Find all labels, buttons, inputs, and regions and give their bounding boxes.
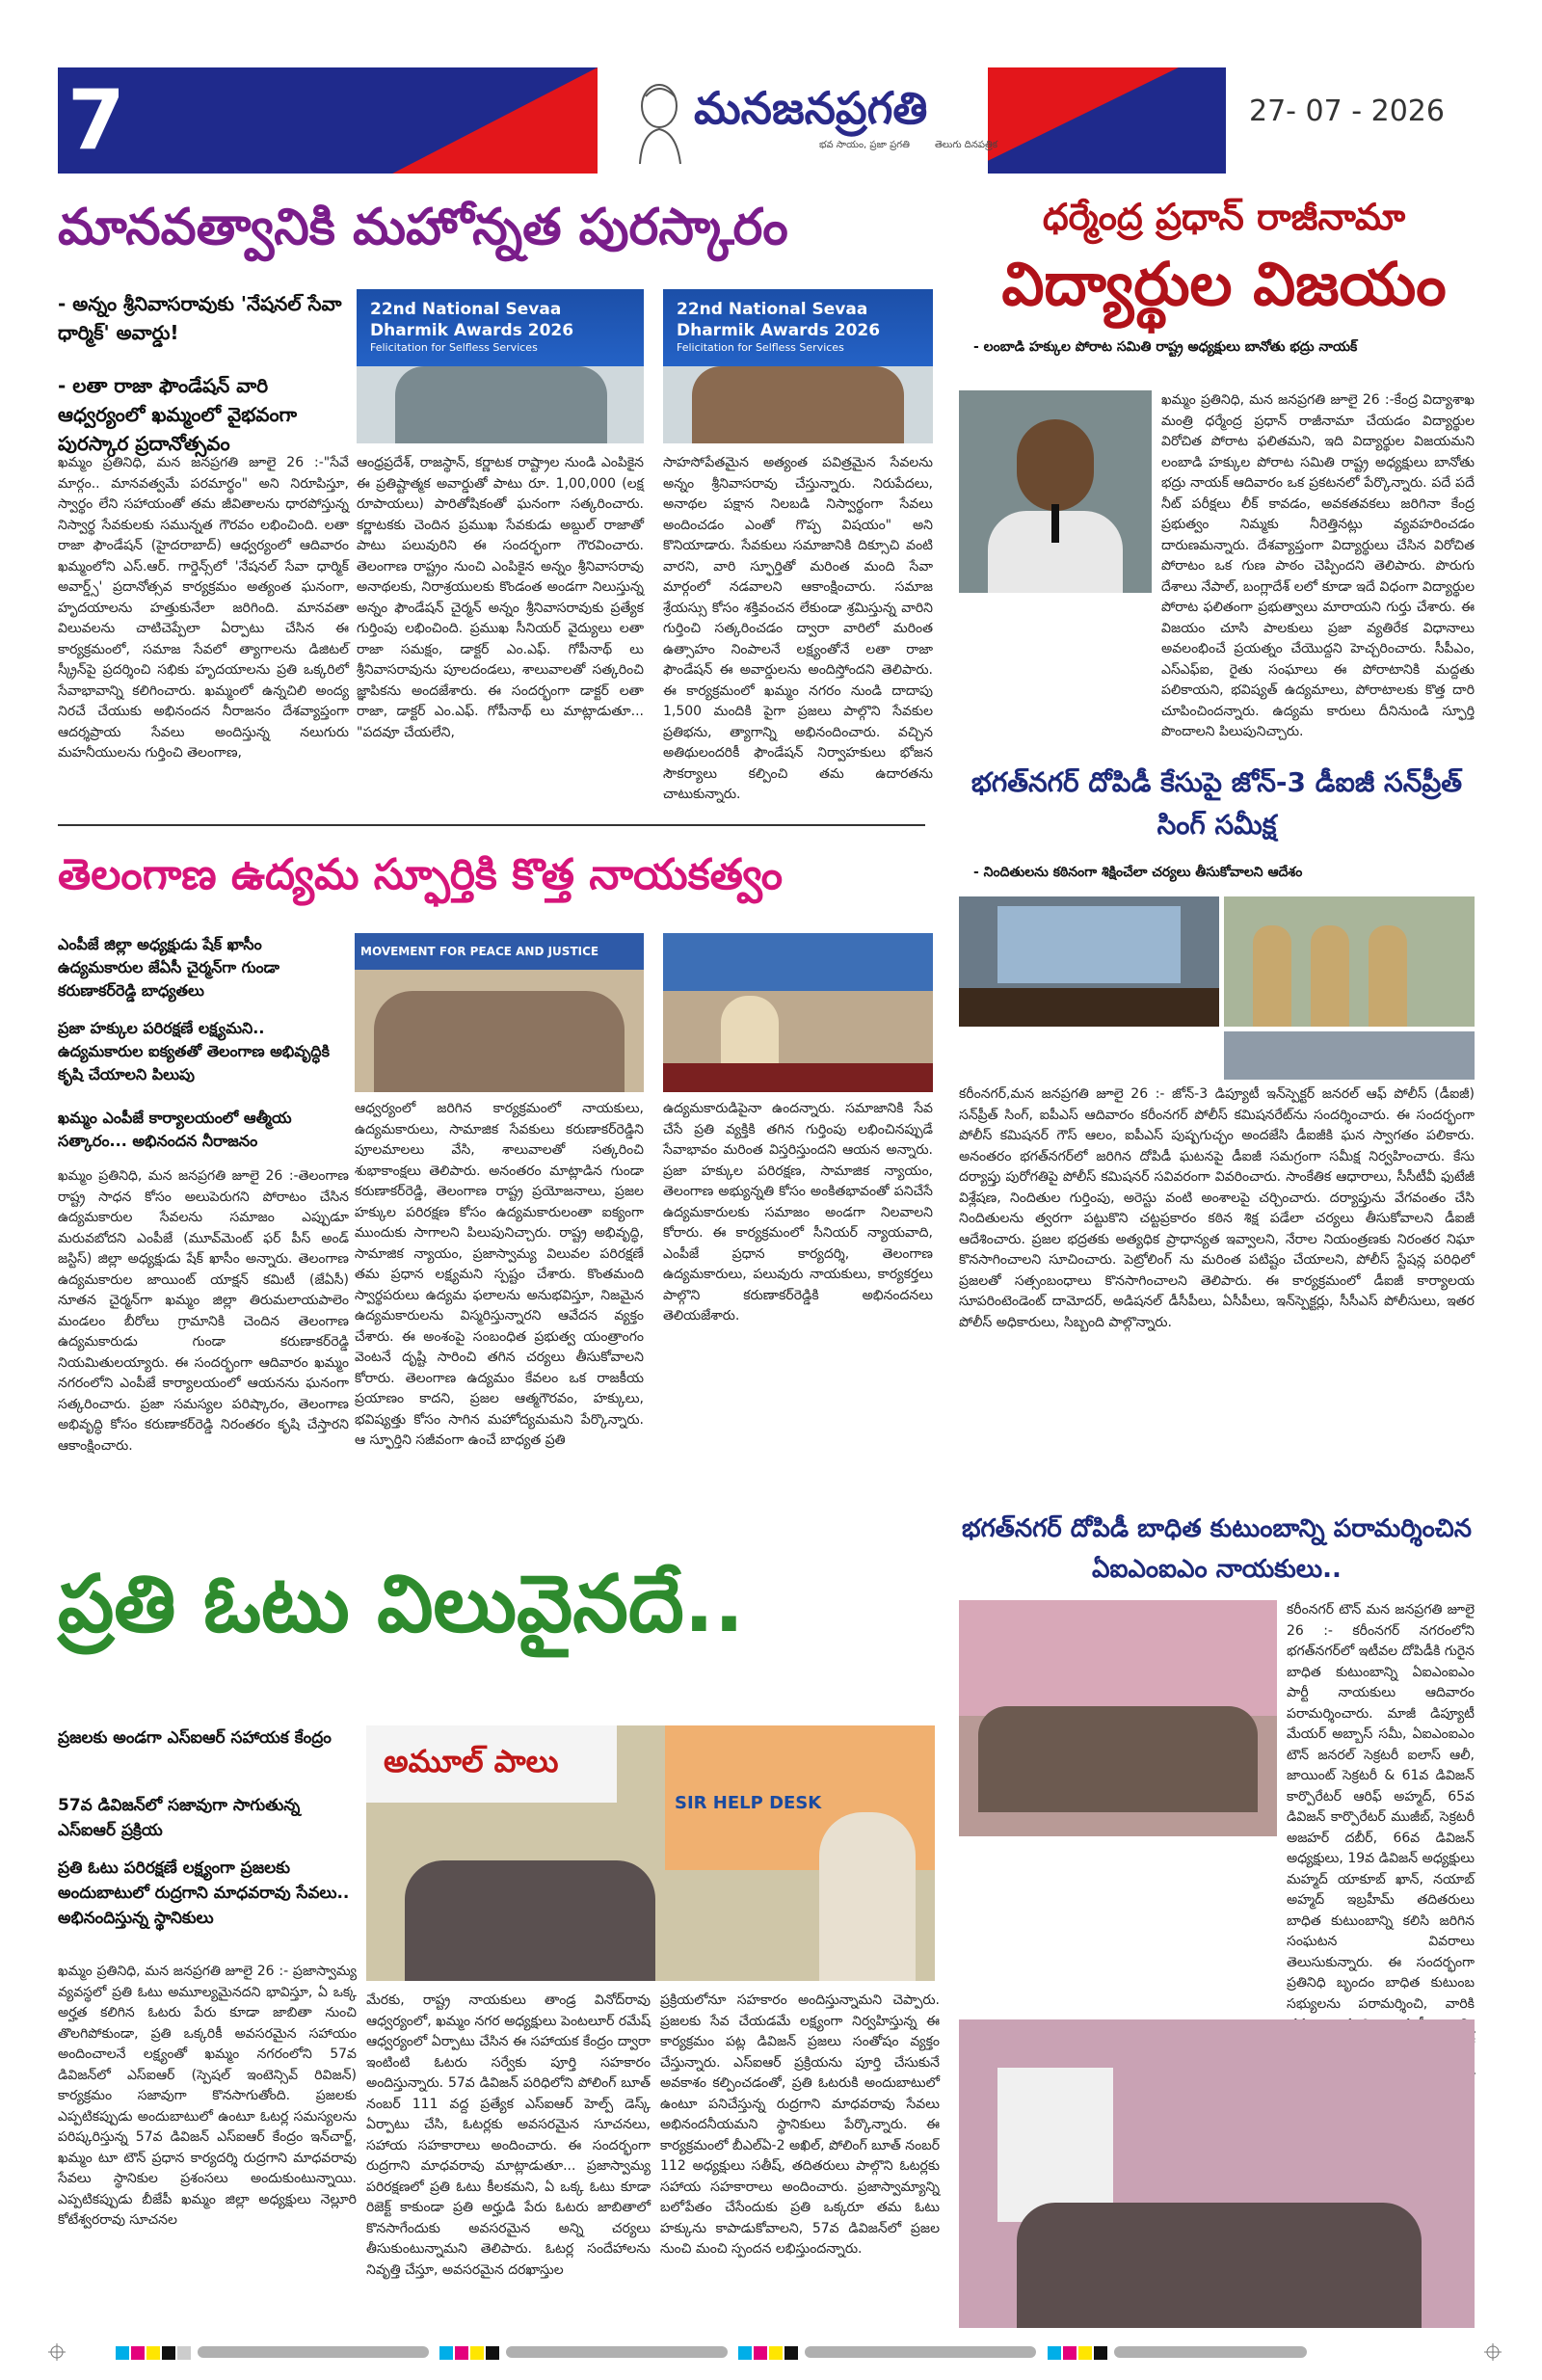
officer-figure-3 [1369,925,1407,1027]
seated-group [978,1706,1258,1812]
pink-wall [959,1600,1277,1716]
story5-photo-room [959,2019,1475,2328]
story2-body-right: ఖమ్మం ప్రతినిధి, మన జనప్రగతి జూలై 26 :-కేంద్ర విద్యాశాఖ మంత్రి ధర్మేంద్ర ప్రధాన్ రాజీనామా చేయడం విద్యార్థుల విరోచిత పోరాట ఫలితమని, ఇది విద్యార్థుల విజయమని లంబాడి హక్కుల పోరాట సమితి రాష్ట్ర అధ్యక్షులు బానోతు భద్రు నాయక్ ఆదివారం ఒక ప్రకటనలో పేర్కొన్నారు. పదే పదే నీట్ పరీక్షలు లీక్ కావడం, అవకతవకలు జరిగినా కేంద్ర ప్రభుత్వం నిమ్మకు నీరెత్తినట్లు వ్యవహరించడం దారుణమన్నారు. దేశవ్యాప్తంగా విద్యార్థులు చేసిన విరోచిత పోరాటం ఒక గుణ పాఠం చెప్పిందని తెలిపారు. పొరుగు దేశాలు నేపాల్, బంగ్లాదేశ్ లలో కూడా ఇదే విధంగా విద్యార్థుల పోరాట ఫలితంగా ప్రభుత్వాలు మారాయని గుర్తు చేశారు. ఈ విజయం చూసి పాలకులు ప్రజా వ్యతిరేక విధానాలు అవలంభించే ప్రయత్నం చేయొద్దని హెచ్చరించారు. సీపీఎం, ఎస్ఎఫ్ఐ, రైతు సంఘాలు ఈ పోరాటానికి మద్దతు పలికాయని, భవిష్యత్ ఉద్యమాలు, పోరాటాలకు కొత్త దారి చూపించిందన్నారు. ఉద్యమ కారులు దీనినుండి స్ఫూర్తి పొందాలని పిలుపునిచ్చారు. [1161,392,1475,739]
story3-subhead-2: ప్రజా హక్కుల పరిరక్షణే లక్ష్యమని.. ఉద్యమకారుల ఐక్యతతో తెలంగాణ అభివృద్ధికి కృషి చేయాలని పిలుపు [58,1019,330,1083]
story4-photo-meeting [959,896,1219,1027]
story1-photo-left [357,289,644,443]
story2-body-wide [959,598,1475,752]
section-divider [58,824,925,826]
story1-subhead-1: - అన్నం శ్రీనివాసరావుకు 'నేషనల్ సేవా ధార్మిక్' అవార్డు! [58,292,342,344]
story6-subhead-3: ప్రతి ఓటు పరిరక్షణే లక్ష్యంగా ప్రజలకు అందుబాటులో రుద్రగాని మాధవరావు సేవలు.. అభినందిస్తున్న స్థానికులు [58,1859,350,1928]
group-figures [374,991,625,1092]
room-group [1017,2203,1422,2328]
story4-photo-officers [1224,896,1475,1027]
print-color-bar [116,2345,1465,2359]
story1-column-2: ఆంధ్రప్రదేశ్, రాజస్థాన్, కర్ణాటక రాష్ట్రాల నుండి ఎంపికైన ఈ ప్రతిష్టాత్మక అవార్డుతో పాటు రూ. 1,00,000 (లక్ష రూపాయలు) పారితోషికంతో ఘనంగా సత్కరించారు. కర్ణాటకకు చెందిన ప్రముఖ సేవకుడు అబ్దుల్ రాజాతో పాటు పలువురిని ఈ సందర్భంగా గౌరవించారు. తెలంగాణ రాష్ట్రం నుంచి ఎంపికైన అన్నం శ్రీనివాసరావు అనాథలకు, నిరాశ్రయులకు కొండంత అండగా నిలుస్తున్న అన్నం ఫౌండేషన్ చైర్మన్ అన్నం శ్రీనివాసరావుకు ప్రత్యేక గుర్తింపు లభించింది. ప్రముఖ సీనియర్ వైద్యులు లతా రాజా సమక్షం, డాక్టర్ ఎం.ఎఫ్. గోపీనాథ్ లు శ్రీనివాసరావును పూలదండలు, శాలువాలతో సత్కరించి జ్ఞాపికను అందజేశారు. ఈ సందర్భంగా డాక్టర్ లతా రాజా, డాక్టర్ ఎం.ఎఫ్. గోపీనాథ్ లు మాట్లాడుతూ... "పదవూ చేయలేని, [357,455,644,740]
story1-column-1: ఖమ్మం ప్రతినిధి, మన జనప్రగతి జూలై 26 :-"సేవే మార్గం.. మానవత్వమే పరమార్థం" అని నిరూపిస్తూ, స్వార్థం లేని సహాయంతో తమ జీవితాలను ధారపోస్తున్న నిస్వార్థ సేవకులకు సమున్నత గౌరవం లభించింది. లతా రాజా ఫౌండేషన్ (హైదరాబాద్) ఆధ్వర్యంలో ఆదివారం ఖమ్మంలోని ఎస్.ఆర్. గార్డెన్స్‌లో 'నేషనల్ సేవా ధార్మిక్ అవార్డ్స్' ప్రదానోత్సవ కార్యక్రమం అత్యంత ఘనంగా, హృదయాలను హత్తుకునేలా జరిగింది. మానవతా విలువలను చాటిచెప్పేలా ఏర్పాటు చేసిన ఈ కార్యక్రమంలో, సమాజ సేవలో త్యాగాలను డిజిటల్ స్క్రీన్‌పై ప్రదర్శించి సభికు హృదయాలను ప్రతి ఒక్కరిలో సేవాభావాన్ని కలిగించారు. ఖమ్మంలో ఉన్నచిలి అంద్య నిరచే చేయుకు అభినందన నీరాజనం దేశవ్యాప్తంగా ఆదర్శప్రాయ సేవలు అందిస్తున్న నలుగురు మహనీయులను గుర్తించి తెలంగాణ, [58,455,349,761]
story3-photo-right [663,933,933,1092]
paper-tagline-right: తెలుగు దినపత్రిక [935,140,998,150]
elder-standing [819,1812,916,1981]
story5-body-right: కరీంనగర్ టౌన్ మన జనప్రగతి జూలై 26 :- కరీంనగర్ నగరంలోని భగత్‌నగర్‌లో ఇటీవల దోపిడీకి గురైన బాధిత కుటుంబాన్ని ఏఐఎంఐఎం పార్టీ నాయకులు ఆదివారం పరామర్శించారు. మాజీ డిప్యూటీ మేయర్ అబ్బాస్ సమీ, ఏఐఎంఐఎం టౌన్ జనరల్ సెక్రటరీ ఐలాస్ ఆలీ, జాయింట్ సెక్రటరీ & 61వ డివిజన్ కార్పొరేటర్ ఆరిఫ్ అహ్మద్, 65వ డివిజన్ కార్పొరేటర్ ముజీబ్, సెక్రటరీ అజహర్ దబీర్, 66వ డివిజన్ అధ్యక్షులు, 19వ డివిజన్ అధ్యక్షులు మహ్మద్ యాకూబ్ ఖాన్, నయాబ్ అహ్మద్ ఇబ్రహీమ్ తదితరులు బాధిత కుటుంబాన్ని కలిసి జరిగిన సంఘటన వివరాలు తెలుసుకున్నారు. ఈ సందర్భంగా ప్రతినిధి బృందం బాధిత కుటుంబ సభ్యులను పరామర్శించి, వారికి [1287,1602,1475,2012]
story6-subhead-2: 57వ డివిజన్‌లో సజావుగా సాగుతున్న ఎస్ఐఆర్ ప్రక్రియ [58,1796,301,1840]
story6-headline: ప్రతి ఓటు విలువైనదే.. [58,1559,745,1650]
story6-photo-helpdesk [366,1725,935,1981]
issue-date: 27- 07 - 2026 [1249,94,1445,128]
story1-headline: మానవత్వానికి మహోన్నత పురస్కారం [58,199,788,256]
story3-subhead-3: ఖమ్మం ఎంపీజే కార్యాలయంలో ఆత్మీయ సత్కారం... అభినందన నీరాజనం [58,1109,292,1150]
volunteers-seated [405,1860,655,1981]
table-cloth [663,1063,933,1092]
officer-figure-2 [1311,925,1349,1027]
story4-headline: భగత్‌నగర్ దోపిడీ కేసుపై జోన్-3 డీఐజీ సన్‌ప్రీత్ సింగ్ సమీక్ష [970,766,1463,841]
story2-subhead: - లంబాడి హక్కుల పోరాట సమితి రాష్ట్ర అధ్యక్షులు బానోతు భద్రు నాయక్ [973,339,1358,355]
story1-photo-left-sub: Felicitation for Selfless Services [370,341,538,354]
paper-logo [626,75,998,167]
shop-sign: అమూల్ పాలు [366,1725,617,1803]
story2-headline: విద్యార్థుల విజయం [1001,249,1447,319]
paper-tagline: భవ సాయం, ప్రజా ప్రగతి [819,140,910,150]
registration-mark-left [48,2343,66,2361]
story3-banner: MOVEMENT FOR PEACE AND JUSTICE [355,933,644,970]
conference-table [959,988,1219,1027]
story5-headline: భగత్‌నగర్ దోపిడీ బాధిత కుటుంబాన్ని పరామర్శించిన ఏఐఎంఐఎం నాయకులు.. [962,1514,1472,1584]
story3-column-3: ఉద్యమకారుడిపైనా ఉందన్నారు. సమాజానికి సేవ చేసే ప్రతి వ్యక్తికి తగిన గుర్తింపు లభించినప్పుడే సేవాభావం మరింత విస్తరిస్తుందని ఆయన అన్నారు. ప్రజా హక్కుల పరిరక్షణ, సామాజిక న్యాయం, తెలంగాణ అభ్యున్నతి కోసం అంకితభావంతో పనిచేసే ఉద్యమకారులకు సమాజం అండగా నిలవాలని కోరారు. ఈ కార్యక్రమంలో సీనియర్ న్యాయవాది, ఎంపీజే ప్రధాన కార్యదర్శి, తెలంగాణ ఉద్యమకారులు, పలువురు నాయకులు, కార్యకర్తలు పాల్గొని కరుణాకర్‌రెడ్డికి అభినందనలు తెలియజేశారు. [663,1101,933,1324]
awardees-figures-2 [692,366,904,443]
story1-photo-right-sub: Felicitation for Selfless Services [677,341,844,354]
story3-headline: తెలంగాణ ఉద్యమ స్ఫూర్తికి కొత్త నాయకత్వం [58,850,784,899]
registration-mark-right [1484,2343,1502,2361]
story1-photo-left-banner: 22nd National Sevaa Dharmik Awards 2026 [370,300,574,340]
masthead [58,67,1476,174]
story2-photo-speaker [959,390,1152,593]
story3-photo-left [355,933,644,1092]
story4-body: కరీంనగర్,మన జనప్రగతి జూలై 26 :- జోన్-3 డిప్యూటీ ఇన్‌స్పెక్టర్ జనరల్ ఆఫ్ పోలీస్ (డీఐజీ) సన్‌ప్రీత్ సింగ్, ఐపీఎస్ ఆదివారం కరీంనగర్ పోలీస్ కమిషనరేట్‌ను సందర్శించారు. ఈ సందర్భంగా పోలీస్ కమిషనర్ గౌస్ ఆలం, ఐపీఎస్ పుష్పగుచ్ఛం అందజేసి డీఐజీకి ఘన స్వాగతం పలికారు. అనంతరం భగత్‌నగర్‌లో జరిగిన దోపిడీ ఘటనపై డీఐజీ సమగ్రంగా సమీక్ష నిర్వహించారు. కేసు దర్యాప్తు పురోగతిపై పోలీస్ కమిషనర్ సవివరంగా వివరించారు. సాంకేతిక ఆధారాలు, సీసీటీవీ ఫుటేజీ విశ్లేషణ, నిందితుల గుర్తింపు, అరెస్టు వంటి అంశాలపై చర్చించారు. దర్యాప్తును వేగవంతం చేసి నిందితులను త్వరగా పట్టుకొని చట్టప్రకారం కఠిన శిక్ష పడేలా చర్యలు తీసుకోవాలని డీఐజీ ఆదేశించారు. ప్రజల భద్రతకు అత్యధిక ప్రాధాన్యత ఇవ్వాలని, నేరాల నియంత్రణకు నిరంతర నిఘా కొనసాగించాలని సూచించారు. పెట్రోలింగ్ ను మరింత పటిష్టం చేయాలని, పోలీస్ స్టేషన్ల పరిధిలో ప్రజలతో సత్సంబంధాలు కొనసాగించాలని తెలిపారు. ఈ కార్యక్రమంలో డీఐజీ కార్యాలయ సూపరింటెండెంట్ దామోదర్, అడిషనల్ డీసీపీలు, ఏసీపీలు, ఇన్‌స్పెక్టర్లు, సీసీఎస్ పోలీసులు, ఇతర పోలీస్ అధికారులు, సిబ్బంది పాల్గొన్నారు. [959,1086,1475,1330]
speaker-head [1017,419,1094,511]
story4-photo-office [1224,1031,1475,1080]
story5-photo-visit [959,1600,1277,1836]
story3-photo-right-banner [663,933,933,991]
awardees-figures [395,366,607,443]
story5-body-wide [959,1841,1475,2005]
story6-subhead-1: ప్రజలకు అండగా ఎస్ఐఆర్ సహాయక కేంద్రం [58,1728,332,1748]
story1-subhead-2: - లతా రాజా ఫౌండేషన్ వారి ఆధ్వర్యంలో ఖమ్మంలో వైభవంగా పురస్కార ప్రదానోత్సవం [58,374,298,455]
story1-photo-right [663,289,933,443]
sir-helpdesk-banner: SIR HELP DESK [665,1725,935,1870]
story3-subhead-1: ఎంపీజే జిల్లా అధ్యక్షుడు షేక్ ఖాసీం ఉద్యమకారుల జేఏసీ చైర్మన్‌గా గుండా కరుణాకర్‌రెడ్డి బాధ్యతలు [58,935,279,1000]
story4-subhead: - నిందితులను కఠినంగా శిక్షించేలా చర్యలు తీసుకోవాలని ఆదేశం [973,865,1303,880]
story3-column-2: ఆధ్వర్యంలో జరిగిన కార్యక్రమంలో నాయకులు, ఉద్యమకారులు, సామాజిక సేవకులు కరుణాకర్‌రెడ్డిని పూలమాలలు వేసి, శాలువాలతో సత్కరించి శుభాకాంక్షలు తెలిపారు. అనంతరం మాట్లాడిన గుండా కరుణాకర్‌రెడ్డి, తెలంగాణ రాష్ట్ర ప్రయోజనాలు, ప్రజల హక్కుల పరిరక్షణ కోసం ఉద్యమకారులంతా ఐక్యంగా ముందుకు సాగాలని పిలుపునిచ్చారు. రాష్ట్ర అభివృద్ధి, సామాజిక న్యాయం, ప్రజాస్వామ్య విలువల పరిరక్షణే తమ ప్రధాన లక్ష్యమని స్పష్టం చేశారు. కొంతమంది స్వార్థపరులు ఉద్యమ ఫలాలను అనుభవిస్తూ, నిజమైన ఉద్యమకారులను విస్మరిస్తున్నారని ఆవేదన వ్యక్తం చేశారు. ఈ అంశంపై సంబంధిత ప్రభుత్వ యంత్రాంగం వెంటనే దృష్టి సారించి తగిన చర్యలు తీసుకోవాలని కోరారు. తెలంగాణ ఉద్యమం కేవలం ఒక రాజకీయ ప్రయాణం కాదని, ప్రజల ఆత్మగౌరవం, హక్కులు, భవిష్యత్తు కోసం సాగిన మహోద్యమమని పేర్కొన్నారు. ఆ స్ఫూర్తిని సజీవంగా ఉంచే బాధ్యత ప్రతి [355,1101,644,1448]
page-number: 7 [67,72,125,169]
paper-name: మనజనప్రగతి [694,82,928,134]
story6-column-3: ప్రక్రియలోనూ సహకారం అందిస్తున్నామని చెప్పారు. ప్రజలకు సేవ చేయడమే లక్ష్యంగా నిర్వహిస్తున్న ఈ కార్యక్రమం పట్ల డివిజన్ ప్రజలు సంతోషం వ్యక్తం చేస్తున్నారు. ఎస్ఐఆర్ ప్రక్రియను పూర్తి చేసుకునే అవకాశం కల్పించడంతో, ప్రతి ఓటరుకి అందుబాటులో ఉంటూ పనిచేస్తున్న రుద్రగాని మాధవరావు సేవలు అభినందనీయమని స్థానికులు పేర్కొన్నారు. ఈ కార్యక్రమంలో బీఎల్ఏ-2 అఖిల్, పోలింగ్ బూత్ నంబర్ 112 అధ్యక్షులు సతీష్, తదితరులు పాల్గొని ఓటర్లకు సహాయ సహకారాలు అందించారు. ప్రజాస్వామ్యాన్ని బలోపేతం చేసేందుకు ప్రతి ఒక్కరూ తమ ఓటు హక్కును కాపాడుకోవాలని, 57వ డివిజన్‌లో ప్రజల నుంచి మంచి స్పందన లభిస్తుందన్నారు. [660,1992,940,2257]
video-screen [997,906,1181,983]
officer-figure-1 [1253,925,1291,1027]
story6-column-2: మేరకు, రాష్ట్ర నాయకులు తాండ్ర వినోద్‌రావు ఆధ్వర్యంలో, ఖమ్మం నగర అధ్యక్షులు పెంటలూర్ రమేష్ ఆధ్వర్యంలో ఏర్పాటు చేసిన ఈ సహాయక కేంద్రం ద్వారా ఇంటింటి ఓటరు సర్వేకు పూర్తి సహకారం అందిస్తున్నారు. 57వ డివిజన్ పరిధిలోని పోలింగ్ బూత్ నంబర్ 111 వద్ద ప్రత్యేక ఎస్ఐఆర్ హెల్ప్ డెస్క్ ఏర్పాటు చేసి, ఓటర్లకు అవసరమైన సూచనలు, సహాయ సహకారాలు అందించారు. ఈ సందర్భంగా రుద్రగాని మాధవరావు మాట్లాడుతూ... ప్రజాస్వామ్య పరిరక్షణలో ప్రతి ఓటు కీలకమని, ఏ ఒక్క ఓటు కూడా రిజెక్ట్ కాకుండా ప్రతి అర్హుడి పేరు ఓటరు జాబితాలో కొనసాగేందుకు అవసరమైన అన్ని చర్యలు తీసుకుంటున్నామని తెలిపారు. ఓటర్ల సందేహాలను నివృత్తి చేస్తూ, అవసరమైన దరఖాస్తుల [366,1992,651,2278]
microphone-icon [1051,504,1059,543]
story1-column-3: సాహసోపేతమైన అత్యంత పవిత్రమైన సేవలను అన్నం శ్రీనివాసరావు చేస్తున్నారు. నిరుపేదలు, అనాథల పక్షాన నిలబడి నిస్వార్థంగా సేవలు అందించడం ఎంతో గొప్ప విషయం" అని కొనియాడారు. సేవకులు సమాజానికి దిక్సూచి వంటి వారని, వారి స్ఫూర్తితో మరింత మంది సేవా మార్గంలో నడవాలని ఆకాంక్షించారు. సమాజ శ్రేయస్సు కోసం శక్తివంచన లేకుండా శ్రమిస్తున్న వారిని గుర్తించి సత్కరించడం ద్వారా వారిలో మరింత ఉత్సాహం నింపాలనే లక్ష్యంతోనే లతా రాజా ఫౌండేషన్ ఈ అవార్డులను అందిస్తోందని తెలిపారు. ఈ కార్యక్రమంలో ఖమ్మం నగరం నుండి దాదాపు 1,500 మందికి పైగా ప్రజలు పాల్గొని సేవకుల ప్రతిభను, త్యాగాన్ని అభినందించారు. వచ్చిన అతిథులందరికీ ఫౌండేషన్ నిర్వాహకులు భోజన సౌకర్యాలు కల్పించి తమ ఉదారతను చాటుకున్నారు. [663,455,933,802]
founder-portrait-icon [626,77,688,164]
story6-column-1: ఖమ్మం ప్రతినిధి, మన జనప్రగతి జూలై 26 :- ప్రజాస్వామ్య వ్యవస్థలో ప్రతి ఓటు అమూల్యమైనదని భావిస్తూ, ఏ ఒక్క అర్హత కలిగిన ఓటరు పేరు కూడా జాబితా నుంచి తొలగిపోకుండా, ప్రతి ఒక్కరికీ అవసరమైన సహాయం అందించాలనే లక్ష్యంతో ఖమ్మం నగరంలోని 57వ డివిజన్‌లో ఎస్ఐఆర్ (స్పెషల్ ఇంటెన్సివ్ రివిజన్) కార్యక్రమం సజావుగా కొనసాగుతోంది. ప్రజలకు ఎప్పటికప్పుడు అందుబాటులో ఉంటూ ఓటర్ల సమస్యలను పరిష్కరిస్తున్న 57వ డివిజన్ ఎస్ఐఆర్ కేంద్రం ఇన్‌చార్జ్, ఖమ్మం టూ టౌన్ ప్రధాన కార్యదర్శి రుద్రగాని మాధవరావు సేవలు స్థానికుల ప్రశంసలు అందుకుంటున్నాయి. ఎప్పటికప్పుడు బీజేపీ ఖమ్మం జిల్లా అధ్యక్షులు నెల్లూరి కోటేశ్వరరావు సూచనల [58,1964,357,2228]
door [997,2068,1113,2222]
story3-column-1: ఖమ్మం ప్రతినిధి, మన జనప్రగతి జూలై 26 :-తెలంగాణ రాష్ట్ర సాధన కోసం అలుపెరుగని పోరాటం చేసిన ఉద్యమకారుల సేవలను సమాజం ఎప్పుడూ మరువబోదని ఎంపీజే (మూవ్‌మెంట్ ఫర్ పీస్ అండ్ జస్టిస్) జిల్లా అధ్యక్షుడు షేక్ ఖాసీం అన్నారు. తెలంగాణ ఉద్యమకారుల జాయింట్ యాక్షన్ కమిటీ (జేఏసీ) నూతన చైర్మన్‌గా ఖమ్మం జిల్లా తిరుమలాయపాలెం మండలం బీరోలు గ్రామానికి చెందిన తెలంగాణ ఉద్యమకారుడు గుండా కరుణాకర్‌రెడ్డి నియమితులయ్యారు. ఈ సందర్భంగా ఆదివారం ఖమ్మం నగరంలోని ఎంపీజే కార్యాలయంలో ఆయనను ఘనంగా సత్కరించారు. ప్రజా సమస్యల పరిష్కారం, తెలంగాణ అభివృద్ధి కోసం కరుణాకర్‌రెడ్డి నిరంతరం కృషి చేస్తారని ఆకాంక్షించారు. [58,1168,349,1454]
story1-photo-right-banner: 22nd National Sevaa Dharmik Awards 2026 [677,300,881,340]
story2-kicker: ధర్మేంద్ర ప్రధాన్ రాజీనామా [1042,196,1406,238]
